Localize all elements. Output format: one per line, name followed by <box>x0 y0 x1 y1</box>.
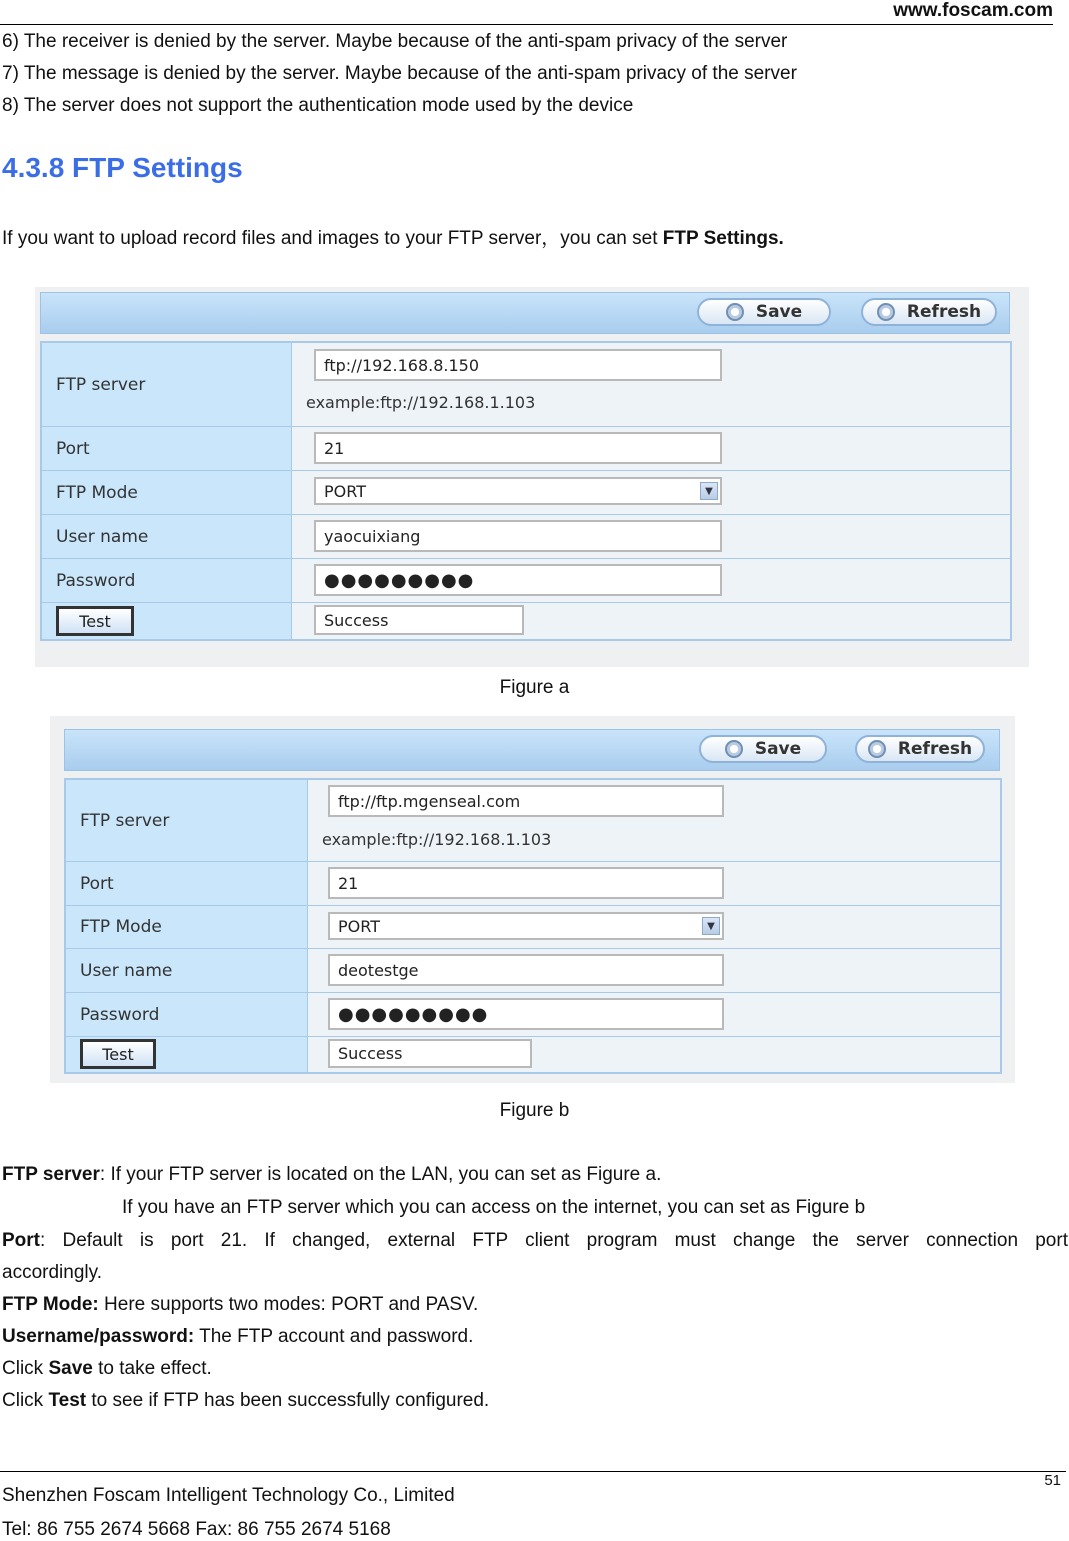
user-name-label: User name <box>42 515 292 558</box>
desc-ftp-mode-term: FTP Mode: <box>2 1294 99 1315</box>
ftp-mode-value: PORT <box>324 481 366 501</box>
refresh-button-label: Refresh <box>897 739 973 759</box>
desc-port-term: Port <box>2 1230 40 1251</box>
ftp-server-row <box>66 780 1000 862</box>
desc-port <box>2 1230 1068 1252</box>
ftp-mode-row <box>42 471 1010 515</box>
chevron-down-icon[interactable]: ▼ <box>702 917 720 935</box>
save-icon <box>726 303 744 321</box>
refresh-button[interactable] <box>861 298 997 326</box>
desc-ftp-server-term: FTP server <box>2 1164 100 1185</box>
desc-ftp-server-2: If you have an FTP server which you can access on the internet, you can set as Figure b <box>122 1197 866 1218</box>
test-button[interactable]: Test <box>80 1039 156 1069</box>
figure-a-caption: Figure a <box>499 677 570 698</box>
desc-ftp-mode-text: Here supports two modes: PORT and PASV. <box>98 1294 479 1315</box>
ftp-server-example: example:ftp://192.168.1.103 <box>322 830 552 849</box>
desc-save-click: Click <box>2 1358 49 1379</box>
intro-line-7: 7) The message is denied by the server. Maybe because of the anti-spam privacy of the server <box>2 63 797 84</box>
section-intro-bold: FTP Settings. <box>662 228 784 249</box>
intro-line-6: 6) The receiver is denied by the server. Maybe because of the anti-spam privacy of the server <box>2 31 788 52</box>
port-input[interactable]: 21 <box>314 432 722 464</box>
section-intro <box>2 223 784 250</box>
password-label: Password <box>42 559 292 602</box>
port-input[interactable]: 21 <box>328 867 724 899</box>
desc-save-text: to take effect. <box>92 1358 212 1379</box>
ftp-mode-value: PORT <box>338 916 380 936</box>
figure-a-panel <box>35 287 1029 667</box>
desc-test-term: Test <box>48 1390 87 1411</box>
ftp-server-row <box>42 343 1010 427</box>
refresh-button-label: Refresh <box>906 302 982 322</box>
desc-test-text: to see if FTP has been successfully configured. <box>86 1390 490 1411</box>
ftp-mode-label: FTP Mode <box>66 906 308 948</box>
port-label: Port <box>66 862 308 905</box>
test-button[interactable]: Test <box>56 606 134 636</box>
footer-divider <box>0 1471 1066 1472</box>
chevron-down-icon[interactable]: ▼ <box>700 482 718 500</box>
desc-userpass-term: Username/password: <box>2 1326 195 1347</box>
ftp-server-example: example:ftp://192.168.1.103 <box>306 393 536 412</box>
password-input[interactable]: ●●●●●●●●● <box>314 564 722 596</box>
figure-a-toolbar <box>40 292 1010 334</box>
refresh-icon <box>877 303 895 321</box>
save-button[interactable] <box>699 735 827 763</box>
desc-test <box>2 1390 489 1412</box>
password-label: Password <box>66 993 308 1036</box>
desc-ftp-server-text: : If your FTP server is located on the LAN, you can set as Figure a. <box>99 1164 662 1185</box>
save-button-label: Save <box>755 302 803 322</box>
desc-port-text: : Default is port 21. If changed, external FTP client program must change the server connection port <box>40 1230 1068 1251</box>
user-name-input[interactable]: yaocuixiang <box>314 520 722 552</box>
figure-b-panel <box>50 716 1015 1083</box>
refresh-button[interactable] <box>855 735 985 763</box>
page-number: 51 <box>1044 1472 1061 1489</box>
save-button-label: Save <box>754 739 802 759</box>
save-icon <box>725 740 743 758</box>
test-result: Success <box>314 605 524 635</box>
ftp-server-input[interactable]: ftp://192.168.8.150 <box>314 349 722 381</box>
footer-contact: Tel: 86 755 2674 5668 Fax: 86 755 2674 5168 <box>2 1519 391 1540</box>
port-row <box>66 862 1000 906</box>
ftp-server-input[interactable]: ftp://ftp.mgenseal.com <box>328 785 724 817</box>
user-name-row <box>42 515 1010 559</box>
ftp-mode-label: FTP Mode <box>42 471 292 514</box>
desc-userpass-text: The FTP account and password. <box>194 1326 474 1347</box>
user-name-label: User name <box>66 949 308 992</box>
footer-company: Shenzhen Foscam Intelligent Technology Co., Limited <box>2 1485 455 1506</box>
site-url: www.foscam.com <box>893 0 1053 21</box>
desc-ftp-mode <box>2 1294 478 1316</box>
section-intro-text: If you want to upload record files and images to your FTP server，you can set <box>2 228 663 249</box>
test-result: Success <box>328 1039 532 1068</box>
figure-b-toolbar <box>64 729 1000 771</box>
ftp-mode-row <box>66 906 1000 949</box>
password-row <box>66 993 1000 1037</box>
desc-save <box>2 1358 212 1380</box>
refresh-icon <box>868 740 886 758</box>
test-row <box>42 603 1010 639</box>
user-name-row <box>66 949 1000 993</box>
ftp-mode-select[interactable] <box>314 477 722 505</box>
save-button[interactable] <box>697 298 831 326</box>
port-label: Port <box>42 427 292 470</box>
desc-userpass <box>2 1326 473 1348</box>
ftp-server-label: FTP server <box>66 780 308 861</box>
desc-port-2: accordingly. <box>2 1262 102 1283</box>
header-divider <box>0 24 1053 25</box>
ftp-mode-select[interactable] <box>328 912 724 940</box>
intro-line-8: 8) The server does not support the authentication mode used by the device <box>2 95 634 116</box>
test-row <box>66 1037 1000 1072</box>
figure-b-form <box>64 778 1002 1074</box>
password-input[interactable]: ●●●●●●●●● <box>328 998 724 1030</box>
desc-ftp-server <box>2 1164 661 1186</box>
figure-b-caption: Figure b <box>499 1100 570 1121</box>
password-row <box>42 559 1010 603</box>
desc-test-click: Click <box>2 1390 49 1411</box>
section-heading: 4.3.8 FTP Settings <box>2 152 243 183</box>
port-row <box>42 427 1010 471</box>
desc-save-term: Save <box>48 1358 93 1379</box>
figure-a-form <box>40 341 1012 641</box>
user-name-input[interactable]: deotestge <box>328 954 724 986</box>
ftp-server-label: FTP server <box>42 343 292 426</box>
